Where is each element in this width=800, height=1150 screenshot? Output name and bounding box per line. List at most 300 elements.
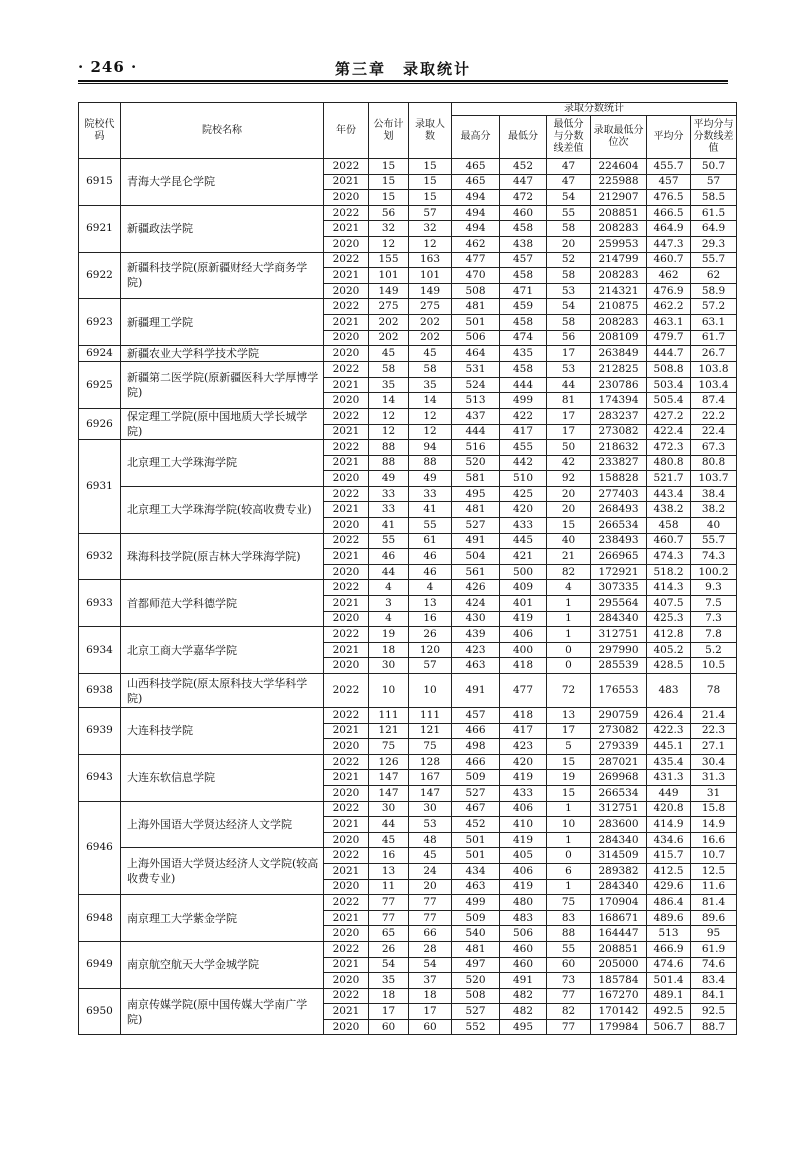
cell-plan: 35 <box>369 377 409 393</box>
cell-admitted: 45 <box>409 848 452 864</box>
cell-admitted: 61 <box>409 533 452 549</box>
cell-avg-diff: 100.2 <box>691 564 737 580</box>
table-row <box>79 674 737 708</box>
cell-admitted: 12 <box>409 408 452 424</box>
cell-year: 2022 <box>324 486 369 502</box>
cell-min-diff: 6 <box>547 863 591 879</box>
cell-min-diff: 56 <box>547 330 591 346</box>
cell-min: 482 <box>500 1004 547 1020</box>
cell-avg-diff: 10.5 <box>691 658 737 674</box>
cell-avg: 463.1 <box>647 314 691 330</box>
cell-min: 452 <box>500 159 547 175</box>
cell-min: 419 <box>500 770 547 786</box>
cell-plan: 202 <box>369 314 409 330</box>
cell-avg: 462.2 <box>647 299 691 315</box>
cell-avg: 489.1 <box>647 988 691 1004</box>
cell-min-rank: 266534 <box>591 785 647 801</box>
cell-avg-diff: 80.8 <box>691 455 737 471</box>
cell-admitted: 13 <box>409 596 452 612</box>
cell-avg-diff: 16.6 <box>691 832 737 848</box>
cell-admitted: 46 <box>409 564 452 580</box>
cell-avg: 466.5 <box>647 205 691 221</box>
cell-avg-diff: 55.7 <box>691 533 737 549</box>
cell-min: 458 <box>500 221 547 237</box>
cell-year: 2022 <box>324 627 369 643</box>
cell-avg-diff: 89.6 <box>691 910 737 926</box>
cell-avg: 429.6 <box>647 879 691 895</box>
cell-min-diff: 20 <box>547 486 591 502</box>
cell-admitted: 35 <box>409 377 452 393</box>
cell-min-diff: 92 <box>547 471 591 487</box>
cell-admitted: 41 <box>409 502 452 518</box>
header-avg: 平均分 <box>647 116 691 159</box>
cell-plan: 41 <box>369 518 409 534</box>
cell-min: 438 <box>500 236 547 252</box>
cell-min-rank: 307335 <box>591 580 647 596</box>
cell-min-diff: 55 <box>547 941 591 957</box>
cell-max: 501 <box>452 848 500 864</box>
cell-avg: 479.7 <box>647 330 691 346</box>
cell-min-rank: 266965 <box>591 549 647 565</box>
cell-min-rank: 176553 <box>591 674 647 708</box>
cell-min-rank: 208283 <box>591 314 647 330</box>
school-name: 新疆政法学院 <box>121 205 324 252</box>
cell-min-diff: 50 <box>547 440 591 456</box>
cell-avg-diff: 95 <box>691 926 737 942</box>
cell-year: 2021 <box>324 314 369 330</box>
cell-avg-diff: 61.7 <box>691 330 737 346</box>
cell-admitted: 202 <box>409 314 452 330</box>
cell-max: 516 <box>452 440 500 456</box>
cell-avg: 472.3 <box>647 440 691 456</box>
cell-min: 471 <box>500 283 547 299</box>
table-row <box>79 408 737 424</box>
cell-avg: 464.9 <box>647 221 691 237</box>
cell-year: 2022 <box>324 533 369 549</box>
cell-year: 2020 <box>324 973 369 989</box>
cell-min-diff: 4 <box>547 580 591 596</box>
cell-min-diff: 81 <box>547 393 591 409</box>
cell-plan: 4 <box>369 580 409 596</box>
school-name: 南京航空航天大学金城学院 <box>121 941 324 988</box>
cell-max: 498 <box>452 739 500 755</box>
school-code: 6939 <box>79 708 121 755</box>
cell-min-diff: 1 <box>547 879 591 895</box>
cell-admitted: 60 <box>409 1019 452 1035</box>
cell-min-rank: 273082 <box>591 424 647 440</box>
cell-admitted: 121 <box>409 723 452 739</box>
cell-min-rank: 168671 <box>591 910 647 926</box>
cell-avg-diff: 9.3 <box>691 580 737 596</box>
cell-min-rank: 284340 <box>591 611 647 627</box>
cell-avg: 415.7 <box>647 848 691 864</box>
cell-min-rank: 185784 <box>591 973 647 989</box>
cell-avg: 428.5 <box>647 658 691 674</box>
table-row <box>79 895 737 911</box>
header-rule <box>78 80 728 82</box>
cell-min-diff: 73 <box>547 973 591 989</box>
cell-min: 419 <box>500 879 547 895</box>
cell-year: 2022 <box>324 205 369 221</box>
school-name: 新疆第二医学院(原新疆医科大学厚博学院) <box>121 362 324 409</box>
cell-avg-diff: 22.4 <box>691 424 737 440</box>
cell-min: 422 <box>500 408 547 424</box>
cell-year: 2022 <box>324 299 369 315</box>
header-max: 最高分 <box>452 116 500 159</box>
cell-avg: 434.6 <box>647 832 691 848</box>
cell-avg-diff: 27.1 <box>691 739 737 755</box>
cell-year: 2022 <box>324 941 369 957</box>
header-avg-diff: 平均分与分数线差值 <box>691 116 737 159</box>
cell-min-diff: 83 <box>547 910 591 926</box>
cell-avg: 458 <box>647 518 691 534</box>
cell-min-rank: 208851 <box>591 941 647 957</box>
cell-max: 434 <box>452 863 500 879</box>
cell-avg-diff: 7.5 <box>691 596 737 612</box>
cell-year: 2021 <box>324 1004 369 1020</box>
cell-max: 477 <box>452 252 500 268</box>
school-name: 北京工商大学嘉华学院 <box>121 627 324 674</box>
cell-min-rank: 208283 <box>591 268 647 284</box>
cell-admitted: 37 <box>409 973 452 989</box>
cell-max: 462 <box>452 236 500 252</box>
cell-year: 2021 <box>324 549 369 565</box>
cell-min-rank: 210875 <box>591 299 647 315</box>
cell-min: 482 <box>500 988 547 1004</box>
table-row <box>79 580 737 596</box>
cell-min: 491 <box>500 973 547 989</box>
cell-avg: 422.4 <box>647 424 691 440</box>
school-name: 新疆农业大学科学技术学院 <box>121 346 324 362</box>
cell-avg-diff: 57 <box>691 174 737 190</box>
cell-min-diff: 1 <box>547 627 591 643</box>
cell-max: 508 <box>452 988 500 1004</box>
cell-avg: 474.6 <box>647 957 691 973</box>
cell-avg-diff: 26.7 <box>691 346 737 362</box>
cell-max: 504 <box>452 549 500 565</box>
school-code: 6949 <box>79 941 121 988</box>
cell-min-diff: 58 <box>547 314 591 330</box>
cell-admitted: 16 <box>409 611 452 627</box>
school-code: 6921 <box>79 205 121 252</box>
cell-year: 2022 <box>324 408 369 424</box>
cell-min-rank: 263849 <box>591 346 647 362</box>
cell-min-diff: 1 <box>547 832 591 848</box>
cell-min-rank: 279339 <box>591 739 647 755</box>
school-code: 6934 <box>79 627 121 674</box>
cell-avg: 414.3 <box>647 580 691 596</box>
cell-min: 483 <box>500 910 547 926</box>
cell-min: 410 <box>500 817 547 833</box>
cell-avg: 426.4 <box>647 708 691 724</box>
cell-avg-diff: 15.8 <box>691 801 737 817</box>
cell-plan: 111 <box>369 708 409 724</box>
cell-min-diff: 58 <box>547 221 591 237</box>
admission-statistics-table <box>78 102 737 1035</box>
cell-avg-diff: 38.2 <box>691 502 737 518</box>
cell-plan: 46 <box>369 549 409 565</box>
cell-avg-diff: 22.3 <box>691 723 737 739</box>
page-number: · 246 · <box>78 58 138 76</box>
cell-plan: 19 <box>369 627 409 643</box>
cell-year: 2022 <box>324 988 369 1004</box>
cell-min-rank: 158828 <box>591 471 647 487</box>
cell-admitted: 55 <box>409 518 452 534</box>
header-min-rank: 录取最低分位次 <box>591 116 647 159</box>
school-code: 6932 <box>79 533 121 580</box>
cell-max: 495 <box>452 486 500 502</box>
cell-avg: 480.8 <box>647 455 691 471</box>
cell-plan: 11 <box>369 879 409 895</box>
cell-min: 444 <box>500 377 547 393</box>
cell-min-rank: 174394 <box>591 393 647 409</box>
cell-min: 458 <box>500 268 547 284</box>
cell-max: 465 <box>452 174 500 190</box>
school-code: 6926 <box>79 408 121 439</box>
cell-max: 508 <box>452 283 500 299</box>
cell-min: 405 <box>500 848 547 864</box>
cell-avg: 518.2 <box>647 564 691 580</box>
cell-max: 552 <box>452 1019 500 1035</box>
cell-min: 417 <box>500 424 547 440</box>
cell-year: 2021 <box>324 910 369 926</box>
cell-admitted: 128 <box>409 754 452 770</box>
cell-avg-diff: 88.7 <box>691 1019 737 1035</box>
cell-year: 2020 <box>324 611 369 627</box>
cell-admitted: 77 <box>409 895 452 911</box>
table-row <box>79 486 737 502</box>
cell-plan: 44 <box>369 817 409 833</box>
chapter-title: 第三章 录取统计 <box>334 60 471 78</box>
cell-avg: 414.9 <box>647 817 691 833</box>
cell-min-rank: 259953 <box>591 236 647 252</box>
cell-admitted: 14 <box>409 393 452 409</box>
cell-plan: 149 <box>369 283 409 299</box>
school-code: 6923 <box>79 299 121 346</box>
cell-year: 2021 <box>324 221 369 237</box>
cell-avg-diff: 62 <box>691 268 737 284</box>
cell-min-diff: 0 <box>547 848 591 864</box>
cell-min-diff: 15 <box>547 754 591 770</box>
cell-admitted: 147 <box>409 785 452 801</box>
cell-admitted: 18 <box>409 988 452 1004</box>
cell-min: 460 <box>500 957 547 973</box>
cell-year: 2020 <box>324 471 369 487</box>
header-score-group: 录取分数统计 <box>452 103 737 116</box>
cell-avg: 501.4 <box>647 973 691 989</box>
table-row <box>79 627 737 643</box>
cell-admitted: 94 <box>409 440 452 456</box>
cell-min: 474 <box>500 330 547 346</box>
cell-min-diff: 20 <box>547 236 591 252</box>
cell-avg-diff: 5.2 <box>691 642 737 658</box>
cell-min-rank: 289382 <box>591 863 647 879</box>
cell-year: 2020 <box>324 236 369 252</box>
cell-plan: 88 <box>369 440 409 456</box>
cell-avg-diff: 67.3 <box>691 440 737 456</box>
cell-plan: 45 <box>369 346 409 362</box>
cell-year: 2020 <box>324 190 369 206</box>
cell-year: 2021 <box>324 770 369 786</box>
cell-admitted: 26 <box>409 627 452 643</box>
cell-avg: 486.4 <box>647 895 691 911</box>
cell-min-rank: 266534 <box>591 518 647 534</box>
cell-max: 491 <box>452 674 500 708</box>
cell-max: 426 <box>452 580 500 596</box>
cell-year: 2021 <box>324 723 369 739</box>
cell-avg: 460.7 <box>647 533 691 549</box>
cell-min-diff: 1 <box>547 801 591 817</box>
cell-min: 406 <box>500 801 547 817</box>
cell-year: 2022 <box>324 895 369 911</box>
cell-avg: 503.4 <box>647 377 691 393</box>
cell-min-diff: 54 <box>547 190 591 206</box>
header-code: 院校代码 <box>79 103 121 159</box>
school-name: 新疆理工学院 <box>121 299 324 346</box>
cell-admitted: 120 <box>409 642 452 658</box>
cell-min-diff: 40 <box>547 533 591 549</box>
cell-admitted: 49 <box>409 471 452 487</box>
cell-min-diff: 17 <box>547 346 591 362</box>
cell-plan: 275 <box>369 299 409 315</box>
cell-min-diff: 60 <box>547 957 591 973</box>
school-name: 南京理工大学紫金学院 <box>121 895 324 942</box>
school-code: 6948 <box>79 895 121 942</box>
cell-year: 2021 <box>324 863 369 879</box>
cell-avg: 443.4 <box>647 486 691 502</box>
cell-max: 423 <box>452 642 500 658</box>
cell-avg: 427.2 <box>647 408 691 424</box>
cell-min-diff: 72 <box>547 674 591 708</box>
cell-avg-diff: 40 <box>691 518 737 534</box>
cell-min-diff: 54 <box>547 299 591 315</box>
cell-year: 2020 <box>324 658 369 674</box>
cell-admitted: 202 <box>409 330 452 346</box>
cell-min-rank: 287021 <box>591 754 647 770</box>
cell-min: 472 <box>500 190 547 206</box>
school-name: 大连科技学院 <box>121 708 324 755</box>
cell-min-rank: 164447 <box>591 926 647 942</box>
table-row <box>79 754 737 770</box>
cell-avg: 489.6 <box>647 910 691 926</box>
cell-min-diff: 17 <box>547 408 591 424</box>
cell-admitted: 57 <box>409 205 452 221</box>
header-admitted: 录取人数 <box>409 103 452 159</box>
cell-min-rank: 277403 <box>591 486 647 502</box>
cell-min-rank: 212825 <box>591 362 647 378</box>
cell-max: 509 <box>452 910 500 926</box>
cell-min-rank: 208283 <box>591 221 647 237</box>
cell-avg-diff: 83.4 <box>691 973 737 989</box>
cell-admitted: 28 <box>409 941 452 957</box>
cell-max: 457 <box>452 708 500 724</box>
table-row <box>79 988 737 1004</box>
cell-admitted: 66 <box>409 926 452 942</box>
cell-avg-diff: 50.7 <box>691 159 737 175</box>
cell-year: 2022 <box>324 580 369 596</box>
cell-avg-diff: 57.2 <box>691 299 737 315</box>
cell-plan: 4 <box>369 611 409 627</box>
cell-max: 466 <box>452 754 500 770</box>
cell-avg-diff: 58.9 <box>691 283 737 299</box>
cell-max: 481 <box>452 502 500 518</box>
cell-admitted: 32 <box>409 221 452 237</box>
cell-avg-diff: 78 <box>691 674 737 708</box>
cell-year: 2020 <box>324 393 369 409</box>
school-name: 山西科技学院(原太原科技大学华科学院) <box>121 674 324 708</box>
cell-avg: 447.3 <box>647 236 691 252</box>
school-code: 6931 <box>79 440 121 534</box>
cell-min-rank: 224604 <box>591 159 647 175</box>
cell-plan: 12 <box>369 408 409 424</box>
cell-avg-diff: 87.4 <box>691 393 737 409</box>
cell-min-rank: 297990 <box>591 642 647 658</box>
school-name: 新疆科技学院(原新疆财经大学商务学院) <box>121 252 324 299</box>
cell-min-rank: 208851 <box>591 205 647 221</box>
cell-min: 510 <box>500 471 547 487</box>
cell-year: 2020 <box>324 926 369 942</box>
cell-year: 2022 <box>324 848 369 864</box>
cell-max: 527 <box>452 785 500 801</box>
cell-min-diff: 77 <box>547 1019 591 1035</box>
cell-year: 2022 <box>324 801 369 817</box>
cell-avg: 508.8 <box>647 362 691 378</box>
cell-min-rank: 284340 <box>591 879 647 895</box>
school-name: 保定理工学院(原中国地质大学长城学院) <box>121 408 324 439</box>
cell-admitted: 149 <box>409 283 452 299</box>
cell-min: 406 <box>500 627 547 643</box>
cell-max: 499 <box>452 895 500 911</box>
cell-admitted: 101 <box>409 268 452 284</box>
cell-min: 409 <box>500 580 547 596</box>
cell-max: 463 <box>452 658 500 674</box>
cell-avg: 483 <box>647 674 691 708</box>
cell-min-rank: 238493 <box>591 533 647 549</box>
school-name: 大连东软信息学院 <box>121 754 324 801</box>
cell-avg-diff: 92.5 <box>691 1004 737 1020</box>
cell-min-diff: 1 <box>547 611 591 627</box>
cell-year: 2022 <box>324 362 369 378</box>
cell-year: 2020 <box>324 564 369 580</box>
cell-min-rank: 205000 <box>591 957 647 973</box>
cell-admitted: 24 <box>409 863 452 879</box>
cell-avg: 455.7 <box>647 159 691 175</box>
cell-admitted: 4 <box>409 580 452 596</box>
cell-max: 481 <box>452 941 500 957</box>
cell-avg: 444.7 <box>647 346 691 362</box>
cell-avg: 476.9 <box>647 283 691 299</box>
cell-min: 421 <box>500 549 547 565</box>
cell-plan: 14 <box>369 393 409 409</box>
cell-year: 2021 <box>324 642 369 658</box>
cell-admitted: 111 <box>409 708 452 724</box>
cell-max: 501 <box>452 314 500 330</box>
cell-min-rank: 225988 <box>591 174 647 190</box>
cell-min-rank: 172921 <box>591 564 647 580</box>
cell-min-diff: 53 <box>547 283 591 299</box>
school-code: 6915 <box>79 159 121 206</box>
cell-plan: 10 <box>369 674 409 708</box>
cell-min-diff: 82 <box>547 1004 591 1020</box>
cell-avg: 462 <box>647 268 691 284</box>
cell-avg: 445.1 <box>647 739 691 755</box>
cell-admitted: 30 <box>409 801 452 817</box>
cell-min-diff: 13 <box>547 708 591 724</box>
cell-admitted: 15 <box>409 174 452 190</box>
cell-avg-diff: 31 <box>691 785 737 801</box>
cell-max: 581 <box>452 471 500 487</box>
school-name: 上海外国语大学贤达经济人文学院(较高收费专业) <box>121 848 324 895</box>
